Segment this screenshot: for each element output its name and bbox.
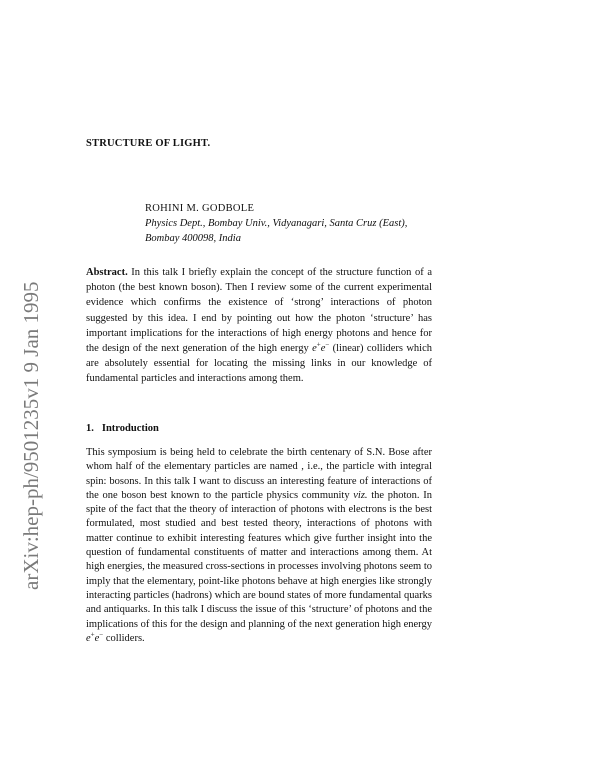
abstract-math-e2: e [320, 343, 326, 355]
section-title: Introduction [101, 423, 159, 434]
affiliation-line-1: Physics Dept., Bombay Univ., Vidyanagari, Santa Cruz (East), [145, 218, 408, 229]
abstract-paragraph [86, 265, 432, 387]
intro-math-e1: e [86, 632, 91, 644]
abstract-sup-plus: + [316, 340, 321, 349]
intro-text-3: colliders. [103, 632, 145, 644]
author-name: ROHINI M. GODBOLE [145, 203, 255, 214]
intro-sup-minus: − [99, 630, 104, 639]
abstract-text-2: (linear) colliders which are absolutely essential for locating the missing links in our knowledge of fundamental particles and interactions among them. [86, 343, 432, 385]
section-number: 1. [86, 423, 94, 434]
abstract-sup-minus: − [325, 340, 330, 349]
section-heading-introduction [86, 423, 159, 434]
arxiv-margin-stamp [8, 210, 50, 590]
abstract-math-e1: e [312, 343, 317, 355]
intro-text-2: the photon. In spite of the fact that the theory of interaction of photons with electrons is the best formulated, most studied and best tested theory, interactions of photons with matter continue to exhibit interesting features which give further insight into the question of fundamental constituents of matter and interactions among them. At high energies, the measured cross-sections in processes involving photons seem to imply that the elementary, point-like photons behave at high energies like strongly interacting particles (hadrons) which are bound states of more fundamental quarks and antiquarks. In this talk I discuss the issue of this ‘structure’ of photons and the implications of this for the design and planning of the next generation high energy [86, 489, 432, 630]
intro-text-1: This symposium is being held to celebrate the birth centenary of S.N. Bose after whom half of the elementary particles are named , i.e., the particle with integral spin: bosons. In this talk I want to discuss an interesting feature of interactions of the one boson best known to the particle physics community [86, 447, 432, 501]
author-block [145, 201, 445, 246]
abstract-text-1: In this talk I briefly explain the concept of the structure function of a photon (the best known boson). Then I review some of the current experimental evidence which confirms the existence of ‘strong’ interactions of photon suggested by this idea. I end by pointing out how the photon ‘structure’ has important implications for the interactions of high energy photons and hence for the design of the next generation of the high energy [86, 267, 432, 355]
affiliation-line-2: Bombay 400098, India [145, 233, 241, 244]
paper-title: STRUCTURE OF LIGHT. [86, 138, 211, 149]
introduction-paragraph [86, 446, 432, 646]
abstract-label: Abstract. [86, 267, 128, 278]
intro-viz: viz. [353, 489, 368, 501]
intro-sup-plus: + [90, 630, 95, 639]
intro-math-e2: e [94, 632, 100, 644]
arxiv-identifier: arXiv:hep-ph/9501235v1 9 Jan 1995 [19, 281, 43, 590]
